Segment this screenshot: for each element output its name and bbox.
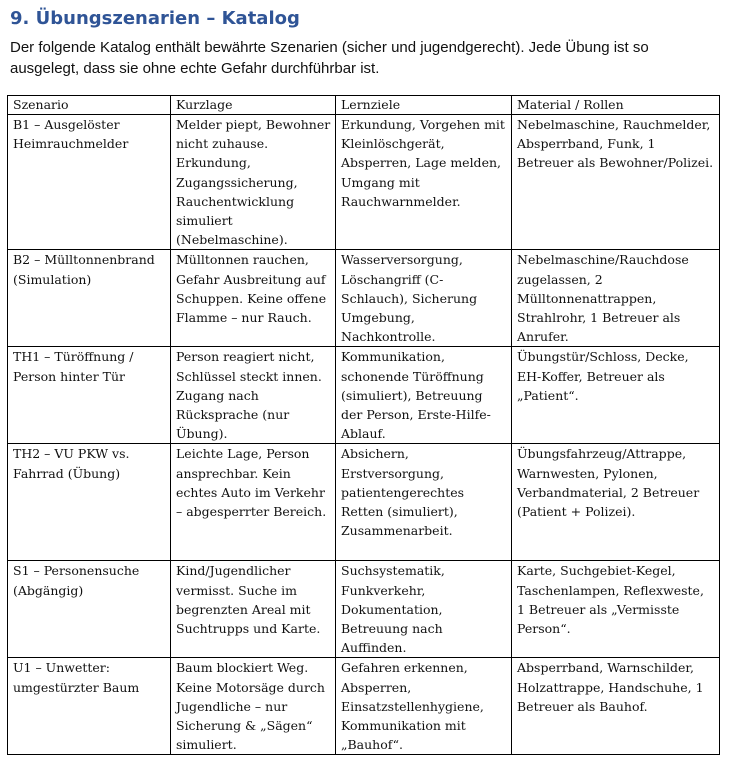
cell-kurzlage: Kind/Jugendlicher vermisst. Suche im begrenzten Areal mit Suchtrupps und Karte. (171, 561, 336, 658)
cell-szenario: B1 – Ausgelöster Heimrauchmelder (8, 115, 171, 250)
cell-material: Karte, Suchgebiet-Kegel, Taschenlampen, Reflexweste, 1 Betreuer als „Vermisste Person“. (512, 561, 720, 658)
cell-material: Übungstür/Schloss, Decke, EH-Koffer, Betreuer als „Patient“. (512, 347, 720, 444)
cell-lernziele: Kommunikation, schonende Türöffnung (simuliert), Betreuung der Person, Erste-Hilfe-Ablauf. (336, 347, 512, 444)
table-row (8, 561, 720, 658)
header-lernziele: Lernziele (336, 96, 512, 115)
table-row (8, 250, 720, 347)
cell-szenario: S1 – Personensuche (Abgängig) (8, 561, 171, 658)
cell-lernziele: Gefahren erkennen, Absperren, Einsatzstellenhygiene, Kommunikation mit „Bauhof“. (336, 658, 512, 755)
table-row (8, 347, 720, 444)
cell-lernziele: Erkundung, Vorgehen mit Kleinlöschgerät, Absperren, Lage melden, Umgang mit Rauchwarnmelder. (336, 115, 512, 250)
header-material-rollen: Material / Rollen (512, 96, 720, 115)
header-kurzlage: Kurzlage (171, 96, 336, 115)
table-row (8, 444, 720, 561)
cell-kurzlage: Leichte Lage, Person ansprechbar. Kein echtes Auto im Verkehr – abgesperrter Bereich. (171, 444, 336, 561)
cell-szenario: U1 – Unwetter: umgestürzter Baum (8, 658, 171, 755)
cell-material: Übungsfahrzeug/Attrappe, Warnwesten, Pylonen, Verbandmaterial, 2 Betreuer (Patient + Polizei). (512, 444, 720, 561)
cell-szenario: TH1 – Türöffnung / Person hinter Tür (8, 347, 171, 444)
table-header-row (8, 96, 720, 115)
cell-kurzlage: Melder piept, Bewohner nicht zuhause. Erkundung, Zugangssicherung, Rauchentwicklung simuliert (Nebelmaschine). (171, 115, 336, 250)
cell-kurzlage: Mülltonnen rauchen, Gefahr Ausbreitung auf Schuppen. Keine offene Flamme – nur Rauch. (171, 250, 336, 347)
cell-szenario: TH2 – VU PKW vs. Fahrrad (Übung) (8, 444, 171, 561)
table-row (8, 115, 720, 250)
cell-kurzlage: Person reagiert nicht, Schlüssel steckt innen. Zugang nach Rücksprache (nur Übung). (171, 347, 336, 444)
cell-lernziele: Suchsystematik, Funkverkehr, Dokumentation, Betreuung nach Auffinden. (336, 561, 512, 658)
cell-material: Absperrband, Warnschilder, Holzattrappe, Handschuhe, 1 Betreuer als Bauhof. (512, 658, 720, 755)
cell-material: Nebelmaschine/Rauchdose zugelassen, 2 Mülltonnenattrappen, Strahlrohr, 1 Betreuer als Anrufer. (512, 250, 720, 347)
intro-paragraph: Der folgende Katalog enthält bewährte Szenarien (sicher und jugendgerecht). Jede Übung ist so ausgelegt, dass sie ohne echte Gefahr durchführbar ist. (10, 39, 649, 77)
cell-szenario: B2 – Mülltonnenbrand (Simulation) (8, 250, 171, 347)
scenario-catalog-table (7, 95, 720, 755)
section-title: 9. Übungszenarien – Katalog (10, 8, 300, 29)
cell-lernziele: Wasserversorgung, Löschangriff (C-Schlauch), Sicherung Umgebung, Nachkontrolle. (336, 250, 512, 347)
header-szenario: Szenario (8, 96, 171, 115)
cell-lernziele: Absichern, Erstversorgung, patientengerechtes Retten (simuliert), Zusammenarbeit. (336, 444, 512, 561)
cell-kurzlage: Baum blockiert Weg. Keine Motorsäge durch Jugendliche – nur Sicherung & „Sägen“ simuliert. (171, 658, 336, 755)
table-row (8, 658, 720, 755)
cell-material: Nebelmaschine, Rauchmelder, Absperrband, Funk, 1 Betreuer als Bewohner/Polizei. (512, 115, 720, 250)
